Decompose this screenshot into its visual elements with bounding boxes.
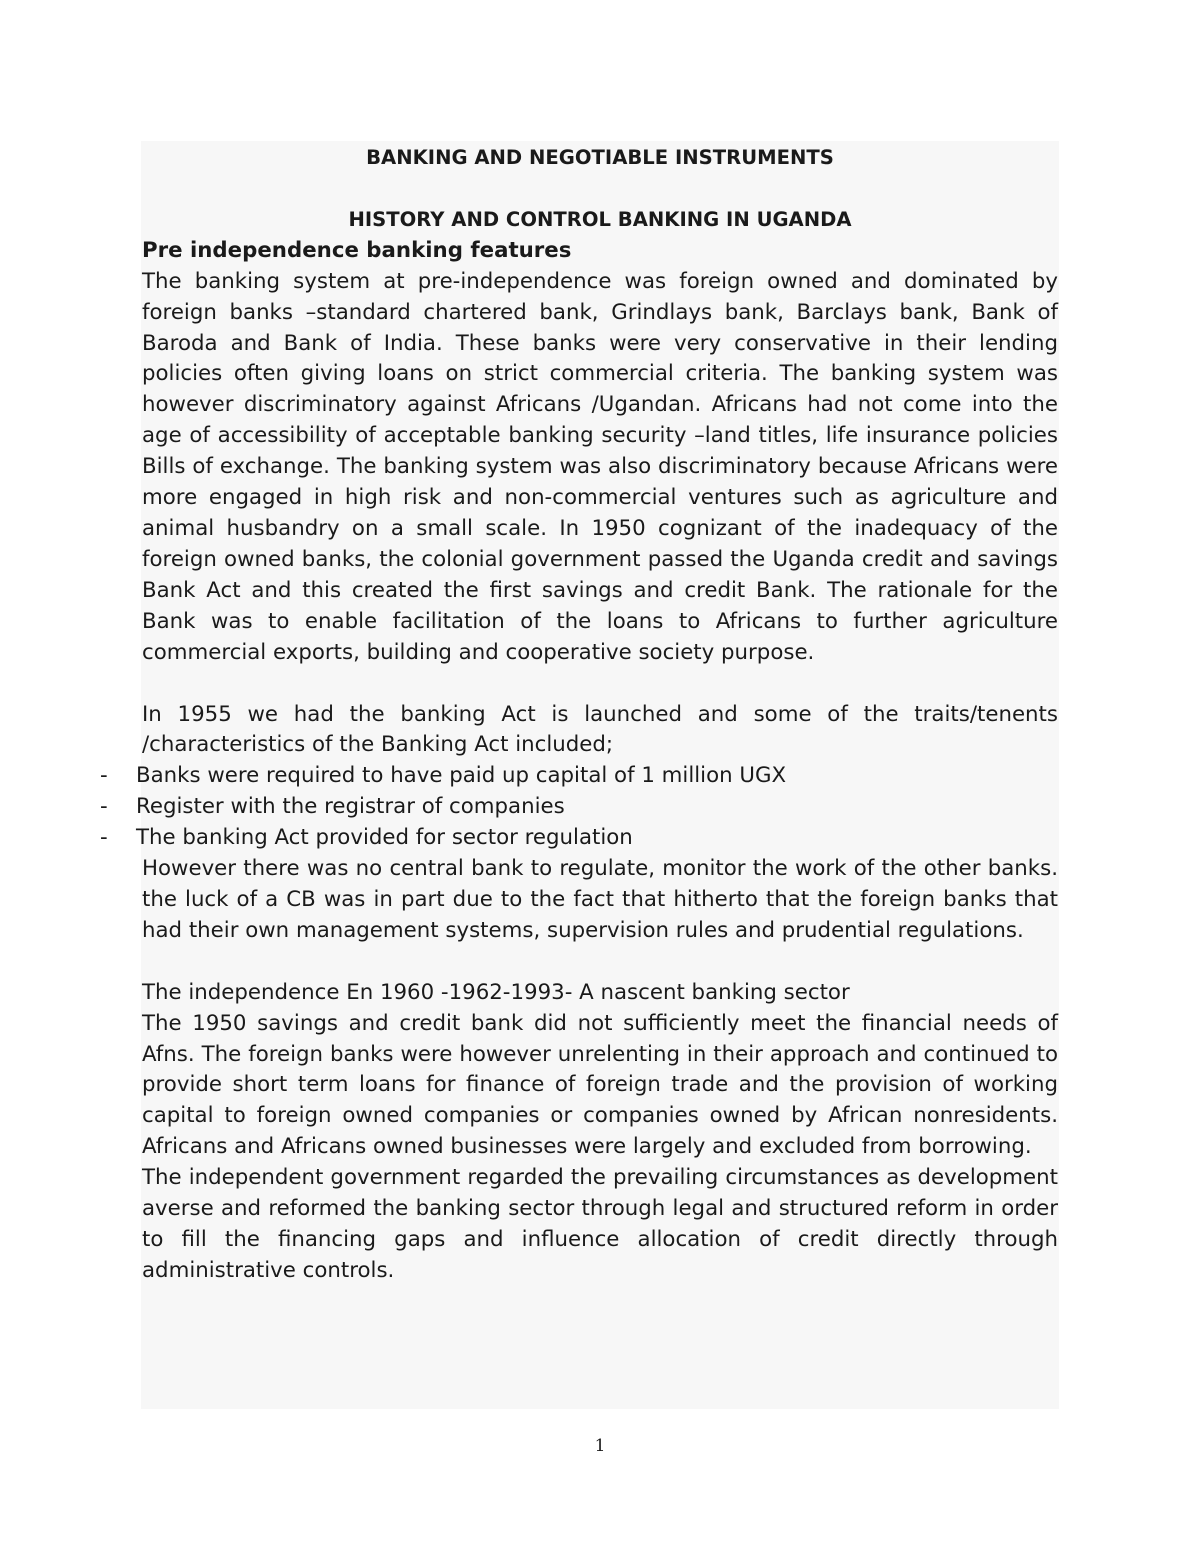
paragraph-savings-bank-insufficient: The 1950 savings and credit bank did not sufficiently meet the financial needs of Afns. The foreign banks were however unrelenting in their approach and continued to provide short term loans for finance of foreign trade and the provision of working capital to foreign owned companies or companies owned by African nonresidents. Africans and Africans owned businesses were largely and excluded from borrowing.: [142, 1010, 1058, 1160]
paragraph-independent-government: The independent government regarded the prevailing circumstances as development averse and reformed the banking sector through legal and structured reform in order to fill the financing gaps and influence allocation of credit directly through administrative controls.: [142, 1165, 1058, 1283]
page-number: 1: [594, 1436, 606, 1456]
section2-heading: The independence En 1960 -1962-1993- A nascent banking sector: [142, 979, 850, 1005]
paragraph-banking-act-1955: In 1955 we had the banking Act is launched and some of the traits/tenents /characteristics of the Banking Act included;: [142, 701, 1058, 758]
document-title: BANKING AND NEGOTIABLE INSTRUMENTS: [366, 146, 834, 169]
list-item: [100, 761, 1058, 792]
list-item-text: The banking Act provided for sector regulation: [136, 825, 633, 851]
paragraph-no-central-bank: However there was no central bank to regulate, monitor the work of the other banks. the luck of a CB was in part due to the fact that hitherto that the foreign banks that had their own management systems, supervision rules and prudential regulations.: [142, 856, 1058, 943]
list-bullet: -: [100, 825, 108, 851]
list-item-text: Register with the registrar of companies: [136, 794, 565, 820]
list-item: [100, 792, 1058, 823]
list-bullet: -: [100, 794, 108, 820]
list-bullet: -: [100, 763, 108, 789]
document-subtitle: HISTORY AND CONTROL BANKING IN UGANDA: [348, 207, 852, 231]
banking-act-traits-list: [100, 761, 1058, 854]
list-item-text: Banks were required to have paid up capital of 1 million UGX: [136, 763, 787, 789]
paragraph-pre-independence: The banking system at pre-independence was foreign owned and dominated by foreign banks –standard chartered bank, Grindlays bank, Barclays bank, Bank of Baroda and Bank of India. These banks were very conservative in their lending policies often giving loans on strict commercial criteria. The banking system was however discriminatory against Africans /Ugandan. Africans had not come into the age of accessibility of acceptable banking security –land titles, life insurance policies Bills of exchange. The banking system was also discriminatory because Africans were more engaged in high risk and non-commercial ventures such as agriculture and animal husbandry on a small scale. In 1950 cognizant of the inadequacy of the foreign owned banks, the colonial government passed the Uganda credit and savings Bank Act and this created the first savings and credit Bank. The rationale for the Bank was to enable facilitation of the loans to Africans to further agriculture commercial exports, building and cooperative society purpose.: [142, 268, 1058, 665]
document-body: [100, 143, 1058, 1287]
section-heading: Pre independence banking features: [142, 237, 572, 263]
list-item: [100, 823, 1058, 854]
